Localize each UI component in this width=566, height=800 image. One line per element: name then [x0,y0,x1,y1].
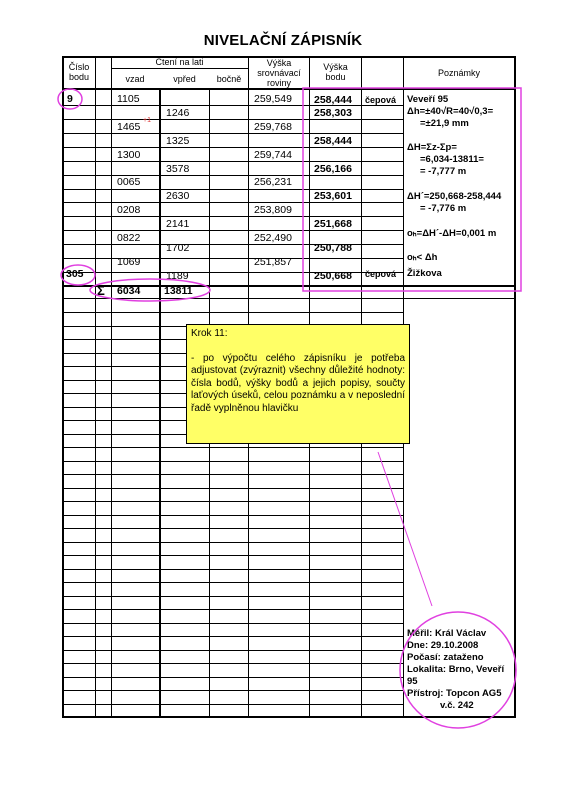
correction-mark: +1 [143,117,151,124]
foresight-value: 1189 [166,270,189,282]
backsight-value: 0065 [117,176,141,188]
callout-text: - po výpočtu celého zápisníku je potřeba adjustovat (zvýraznit) všechny důležité hodnoty: čísla bodů, výšky bodů a jejich popisy, součty laťových úseků, celou poznámku a v neposlední řadě vyplněnou hlavičku [191,352,405,414]
footer-location: Lokalita: Brno, Veveří [407,664,505,675]
note-height-diff-value: = -7,777 m [420,166,467,177]
header-notes: Poznámky [437,68,481,78]
header-staff-readings: Čtení na lati [155,57,204,67]
foresight-value: 1325 [166,135,190,147]
foresight-value: 1246 [166,107,190,119]
header-reference-height: Výška srovnávací roviny [257,58,301,88]
backsight-value: 0208 [117,204,141,216]
header-point-number: Číslo bodu [68,62,90,82]
start-marker: čepová [365,95,397,105]
footer-weather: Počasí: zataženo [407,652,484,663]
reference-height-value: 259,549 [254,93,292,105]
note-closure-check: oₕ< Δh [407,252,438,263]
foresight-value: 1702 [166,242,190,254]
backsight-value: 1300 [117,149,141,161]
note-known-diff-formula: ΔH´=250,668-258,444 [407,191,502,202]
foresight-sum: 13811 [164,285,193,297]
note-closure: oₕ=ΔH´-ΔH=0,001 m [407,228,497,239]
callout-pointer [378,452,432,606]
reference-height-value: 256,231 [254,176,292,188]
header-point-height: Výška bodu [323,62,348,82]
start-point-highlight [58,89,82,109]
backsight-value: 0822 [117,232,141,244]
foresight-value: 3578 [166,163,190,175]
end-point-number: 305 [66,268,84,280]
foresight-value: 2630 [166,190,190,202]
point-height-value: 258,303 [314,107,352,119]
results-highlight [303,88,521,291]
backsight-sum: 6034 [117,285,141,297]
start-point-number: 9 [67,93,73,105]
point-height-value: 256,166 [314,163,352,175]
foresight-value: 2141 [166,218,190,230]
point-height-value: 253,601 [314,190,352,202]
backsight-value: 1105 [117,93,140,105]
reference-height-value: 251,857 [254,256,292,268]
note-known-diff-value: = -7,776 m [420,203,467,214]
reference-height-value: 259,768 [254,121,292,133]
note-height-diff-calc: =6,034-13811= [420,154,484,165]
point-height-value: 251,668 [314,218,352,230]
sum-symbol: Σ [97,283,105,298]
callout-title: Krok 11: [191,328,228,339]
point-height-value: 250,788 [314,242,352,254]
point-height-value: 258,444 [314,135,352,147]
header-side: bočně [216,74,242,84]
reference-height-value: 252,490 [254,232,292,244]
footer-instrument-serial: v.č. 242 [440,700,474,711]
footer-measured-by: Měřil: Král Václav [407,628,487,639]
reference-height-value: 259,744 [254,149,292,161]
footer-date: Dne: 29.10.2008 [407,640,479,651]
note-tolerance-value: =±21,9 mm [420,118,469,129]
note-height-diff-formula: ΔH=Σz-Σp= [407,142,457,153]
note-end-name: Žižkova [407,268,442,279]
sum-highlight [90,279,210,301]
footer-instrument: Přístroj: Topcon AG5 [407,688,502,699]
end-point-highlight [61,265,95,285]
note-tolerance-formula: Δh=±40√R=40√0,3= [407,106,494,117]
header-info-highlight [400,612,516,728]
header-foresight: vpřed [173,74,196,84]
note-start-name: Veveří 95 [407,94,449,105]
header-backsight: vzad [125,74,145,84]
page-title: NIVELAČNÍ ZÁPISNÍK [203,32,363,49]
reference-height-value: 253,809 [254,204,292,216]
end-marker: čepová [365,269,397,279]
point-height-value: 258,444 [314,94,352,106]
backsight-value: 1069 [117,256,141,268]
backsight-value: 1465 [117,121,141,133]
footer-location-cont: 95 [407,676,418,687]
point-height-value: 250,668 [314,270,352,282]
